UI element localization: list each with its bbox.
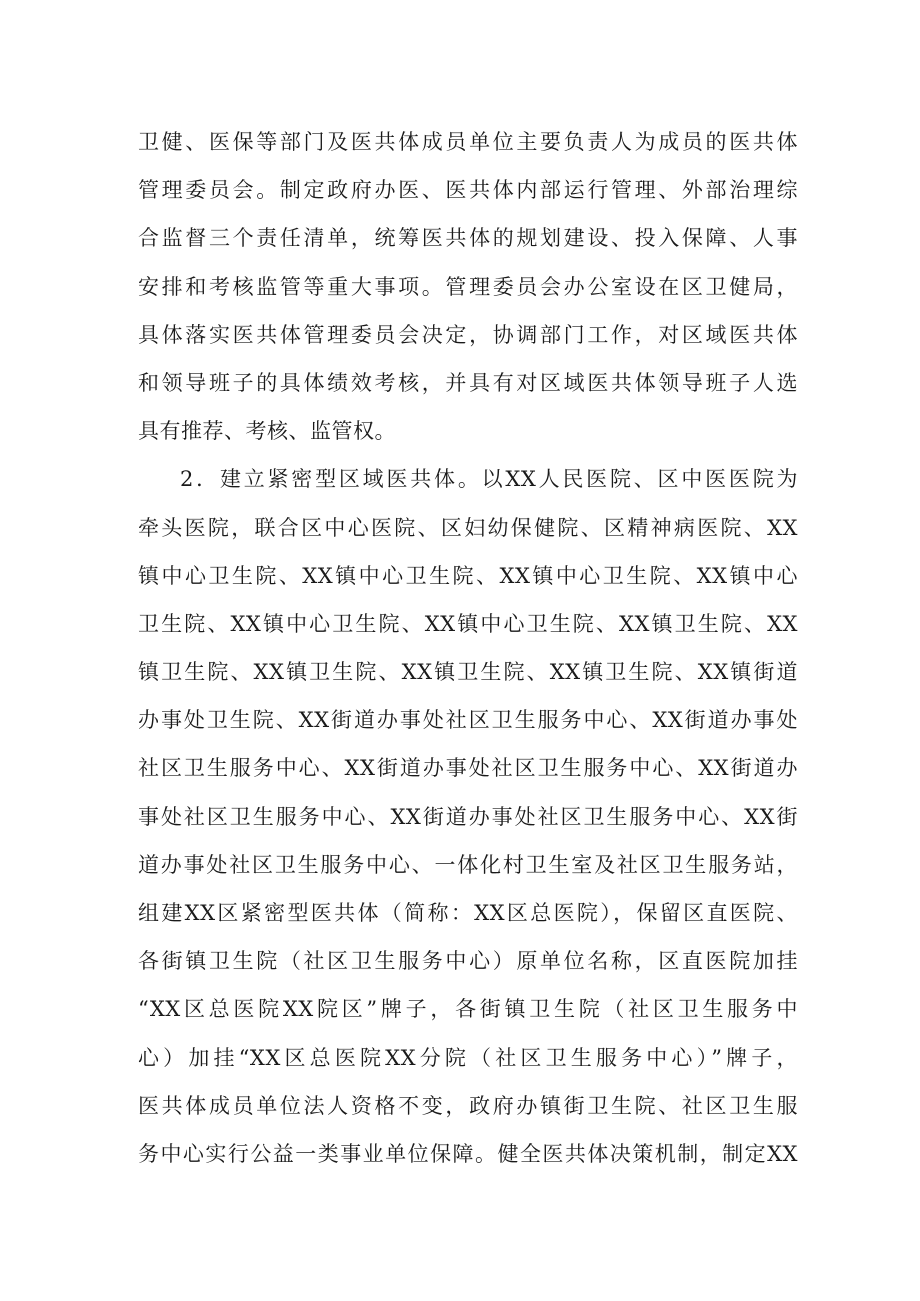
document-body: [138, 118, 798, 1178]
text-line: 社区卫生服务中心、XX街道办事处社区卫生服务中心、XX街道办: [138, 756, 798, 781]
text-line: 组建XX区紧密型医共体（简称：XX区总医院），保留区直医院、: [138, 901, 798, 925]
text-line: 道办事处社区卫生服务中心、一体化村卫生室及社区卫生服务站，: [138, 852, 798, 877]
paragraph-1: [138, 118, 798, 455]
text-line: “XX区总医院XX院区”牌子，各街镇卫生院（社区卫生服务中: [138, 997, 798, 1022]
text-line: 具体落实医共体管理委员会决定，协调部门工作，对区域医共体: [138, 322, 798, 347]
text-line: 合监督三个责任清单，统筹医共体的规划建设、投入保障、人事: [138, 226, 798, 251]
text-line: 各街镇卫生院（社区卫生服务中心）原单位名称，区直医院加挂: [138, 949, 798, 974]
text-line: 事处社区卫生服务中心、XX街道办事处社区卫生服务中心、XX街: [138, 804, 798, 829]
text-line: 具有推荐、考核、监管权。: [138, 419, 396, 444]
text-line: 和领导班子的具体绩效考核，并具有对区域医共体领导班子人选: [138, 370, 798, 395]
text-line: 2．建立紧密型区域医共体。以XX人民医院、区中医医院为: [180, 467, 798, 492]
text-line: 管理委员会。制定政府办医、医共体内部运行管理、外部治理综: [138, 178, 798, 203]
text-line: 医共体成员单位法人资格不变，政府办镇街卫生院、社区卫生服: [138, 1093, 798, 1118]
text-line: 镇卫生院、XX镇卫生院、XX镇卫生院、XX镇卫生院、XX镇街道: [138, 660, 798, 685]
text-line: 卫生院、XX镇中心卫生院、XX镇中心卫生院、XX镇卫生院、XX: [138, 611, 798, 636]
paragraph-2: [138, 455, 798, 1178]
text-line: 镇中心卫生院、XX镇中心卫生院、XX镇中心卫生院、XX镇中心: [138, 563, 798, 588]
text-line: 务中心实行公益一类事业单位保障。健全医共体决策机制，制定XX: [138, 1141, 798, 1166]
text-line: 牵头医院，联合区中心医院、区妇幼保健院、区精神病医院、XX: [138, 515, 798, 540]
text-line: 心）加挂“XX区总医院XX分院（社区卫生服务中心）”牌子，: [138, 1045, 798, 1070]
text-line: 安排和考核监管等重大事项。管理委员会办公室设在区卫健局，: [138, 274, 798, 299]
text-line: 卫健、医保等部门及医共体成员单位主要负责人为成员的医共体: [138, 130, 798, 154]
text-line: 办事处卫生院、XX街道办事处社区卫生服务中心、XX街道办事处: [138, 708, 798, 733]
